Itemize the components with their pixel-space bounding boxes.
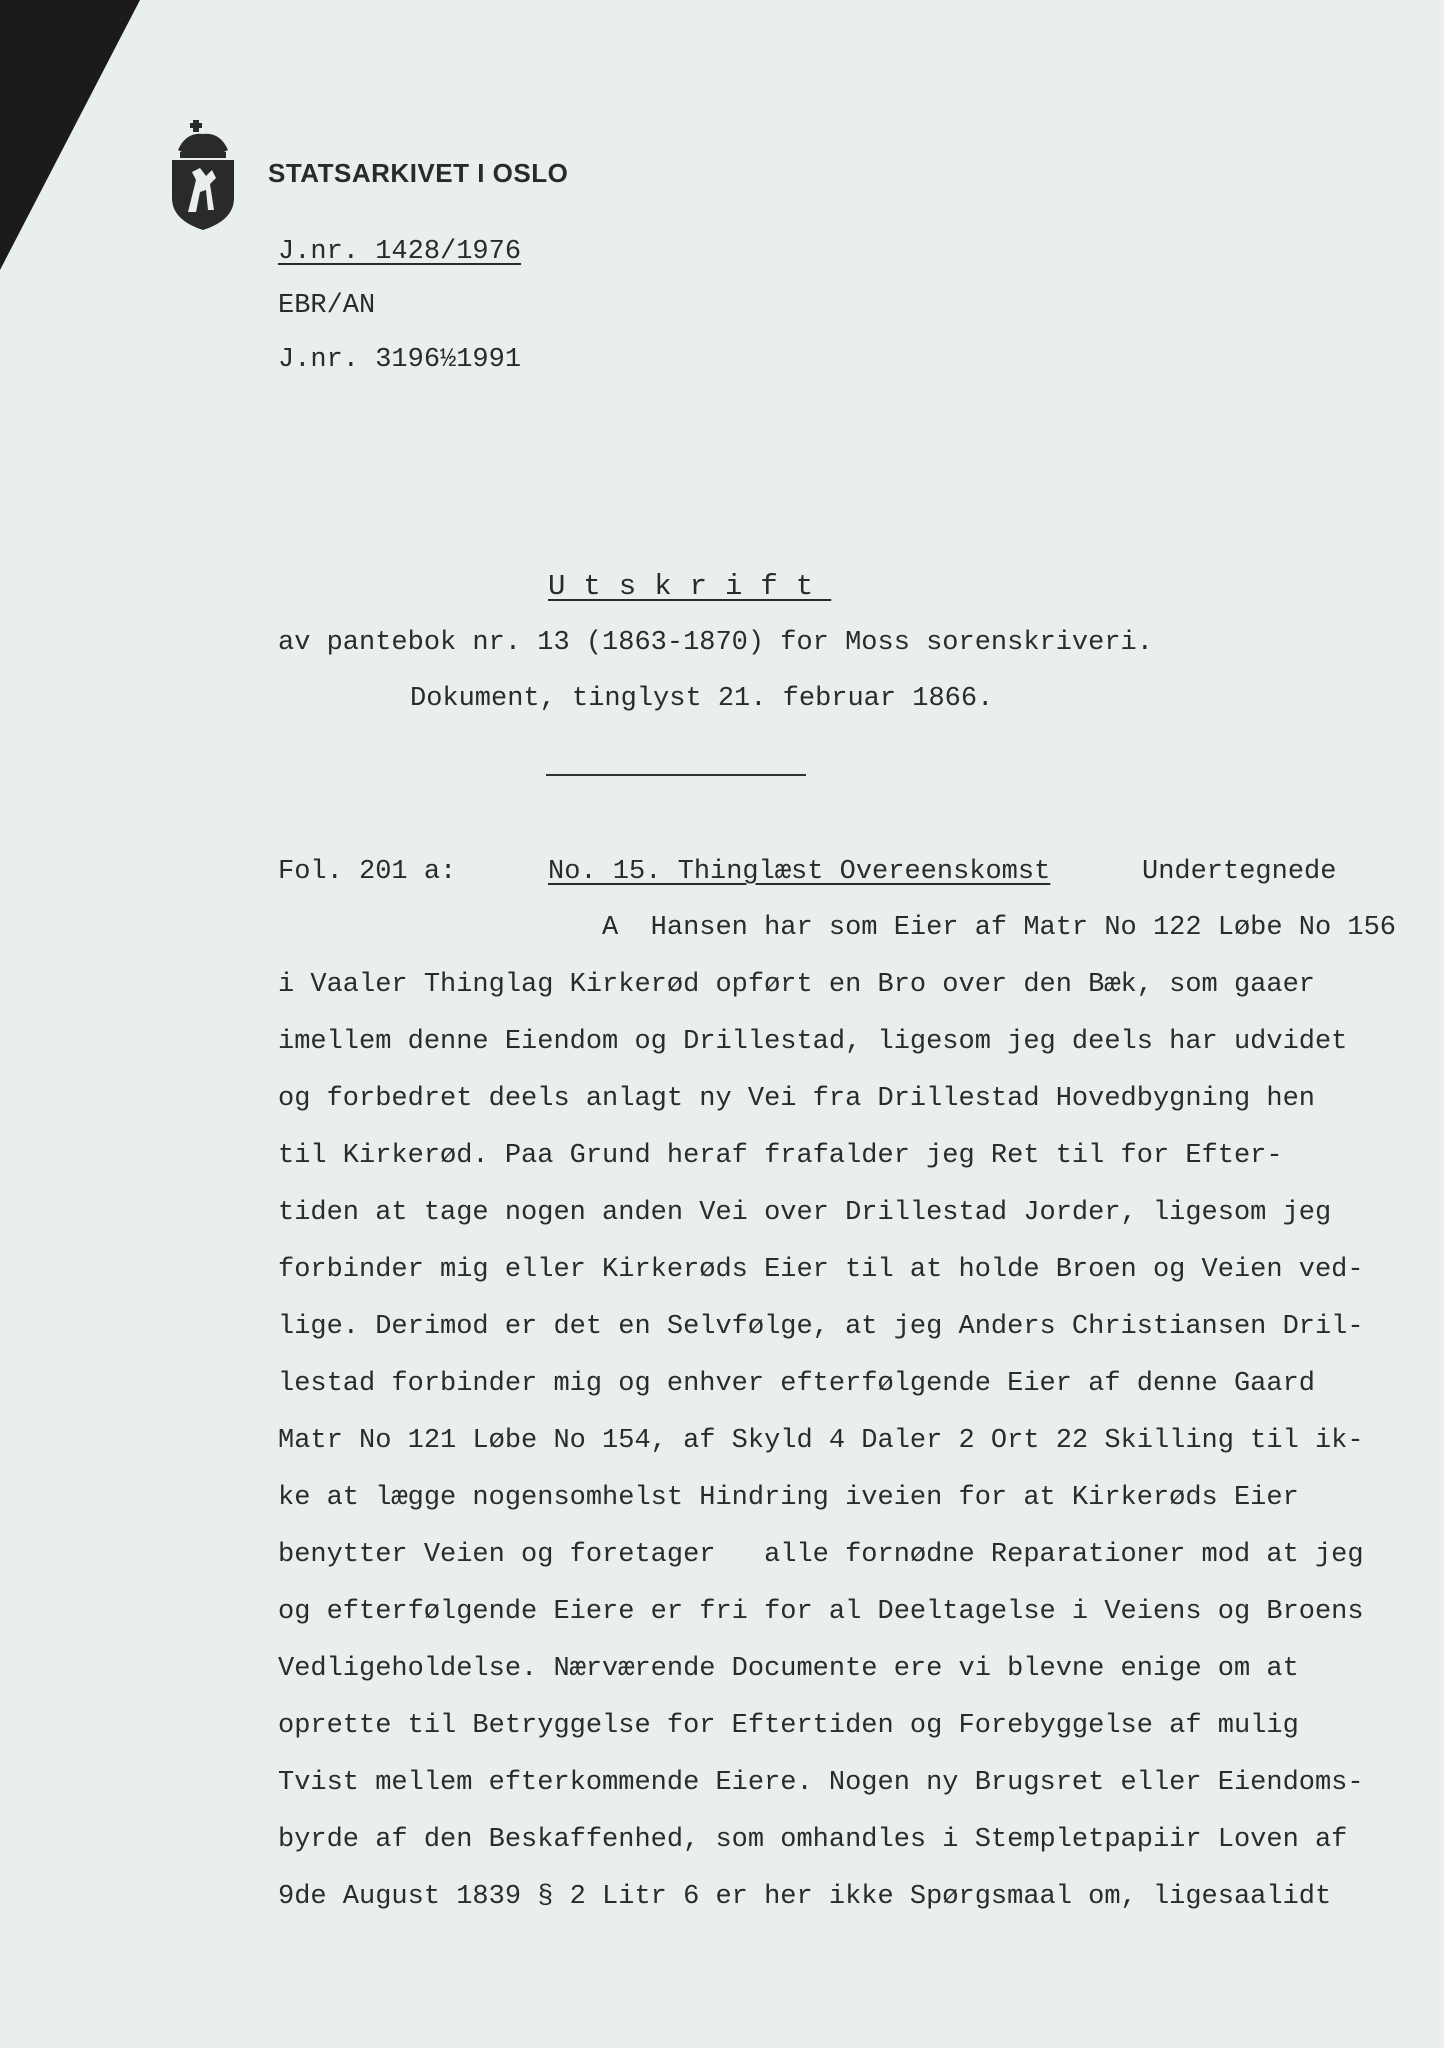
body-line: i Vaaler Thinglag Kirkerød opført en Bro over den Bæk, som gaaer	[278, 970, 1315, 1000]
initials-reference: EBR/AN	[278, 291, 376, 321]
body-line: og forbedret deels anlagt ny Vei fra Drillestad Hovedbygning hen	[278, 1084, 1315, 1114]
body-line: A Hansen har som Eier af Matr No 122 Løbe No 156	[278, 913, 1396, 943]
entry-first-word: Undertegnede	[1142, 857, 1337, 887]
title-rule	[546, 774, 806, 776]
document-title: Utskrift	[548, 570, 832, 603]
body-line: Matr No 121 Løbe No 154, af Skyld 4 Daler 2 Ort 22 Skilling til ik-	[278, 1426, 1364, 1456]
document-subtitle-date: Dokument, tinglyst 21. februar 1866.	[410, 684, 994, 714]
body-line: lestad forbinder mig og enhver efterfølgende Eier af denne Gaard	[278, 1369, 1315, 1399]
entry-heading: No. 15. Thinglæst Overeenskomst	[548, 857, 1051, 887]
body-line: ke at lægge nogensomhelst Hindring iveien for at Kirkerøds Eier	[278, 1483, 1299, 1513]
body-line: imellem denne Eiendom og Drillestad, ligesom jeg deels har udvidet	[278, 1027, 1348, 1057]
body-line: Tvist mellem efterkommende Eiere. Nogen ny Brugsret eller Eiendoms-	[278, 1768, 1364, 1798]
body-line: forbinder mig eller Kirkerøds Eier til at holde Broen og Veien ved-	[278, 1255, 1364, 1285]
institution-name: STATSARKIVET I OSLO	[268, 158, 569, 188]
body-line: byrde af den Beskaffenhed, som omhandles i Stempletpapiir Loven af	[278, 1825, 1348, 1855]
body-line: benytter Veien og foretager alle fornødne Reparationer mod at jeg	[278, 1540, 1364, 1570]
journal-number-1976: J.nr. 1428/1976	[278, 237, 522, 267]
body-line: Vedligeholdelse. Nærværende Documente ere vi blevne enige om at	[278, 1654, 1299, 1684]
body-line: 9de August 1839 § 2 Litr 6 er her ikke Spørgsmaal om, ligesaalidt	[278, 1882, 1332, 1912]
document-subtitle-source: av pantebok nr. 13 (1863-1870) for Moss sorenskriveri.	[278, 628, 1153, 658]
journal-number-1991: J.nr. 3196½1991	[278, 345, 522, 375]
coat-of-arms-icon	[166, 120, 240, 232]
folio-reference: Fol. 201 a:	[278, 857, 457, 887]
body-line: lige. Derimod er det en Selvfølge, at jeg Anders Christiansen Dril-	[278, 1312, 1364, 1342]
body-line: og efterfølgende Eiere er fri for al Deeltagelse i Veiens og Broens	[278, 1597, 1364, 1627]
body-line: til Kirkerød. Paa Grund heraf frafalder jeg Ret til for Efter-	[278, 1141, 1283, 1171]
body-line: oprette til Betryggelse for Eftertiden og Forebyggelse af mulig	[278, 1711, 1299, 1741]
body-line: tiden at tage nogen anden Vei over Drillestad Jorder, ligesom jeg	[278, 1198, 1332, 1228]
